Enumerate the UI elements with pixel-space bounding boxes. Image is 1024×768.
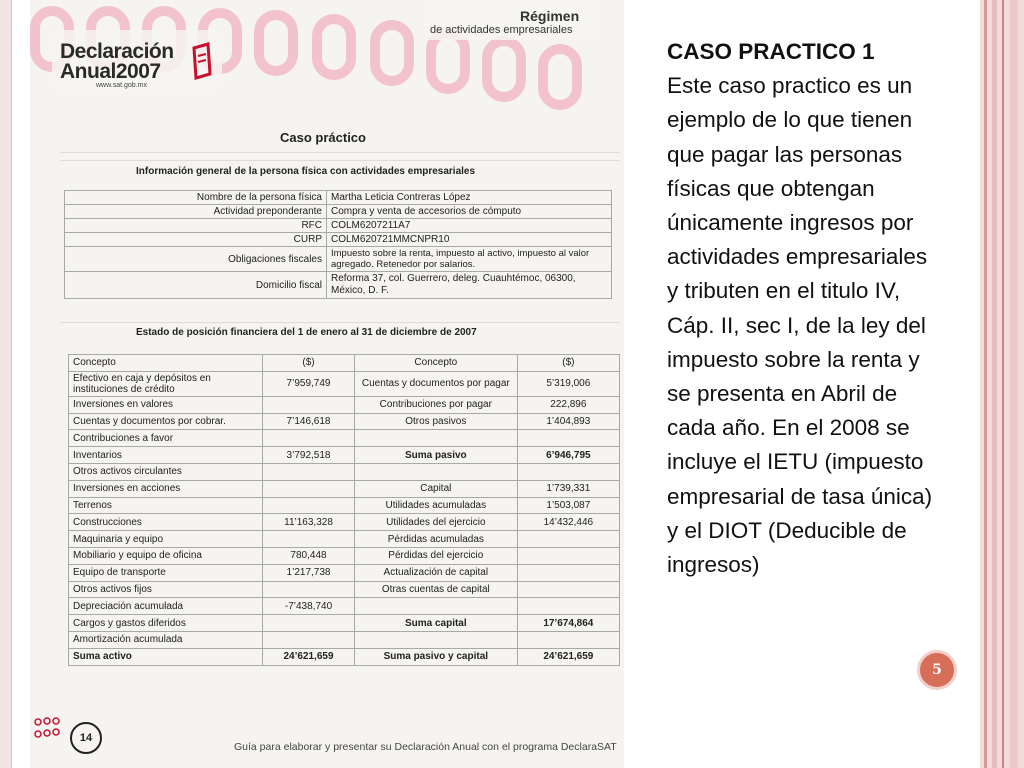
- cell: Pérdidas del ejercicio: [354, 547, 517, 564]
- table-row: [69, 413, 620, 430]
- info-label: Domicilio fiscal: [65, 272, 327, 299]
- cell: [263, 396, 355, 413]
- cell: [517, 531, 619, 548]
- slide-left-border: [0, 0, 12, 768]
- body-line: Cáp. II, sec I, de la ley del: [667, 312, 926, 338]
- table-row: [69, 514, 620, 531]
- cell: 6’946,795: [517, 447, 619, 464]
- cell: Cuentas y documentos por pagar: [354, 371, 517, 396]
- cell: [517, 598, 619, 615]
- cell: [354, 430, 517, 447]
- table-row: [69, 371, 620, 396]
- table-header-row: [69, 355, 620, 372]
- table-row: [69, 615, 620, 632]
- info-label: Actividad preponderante: [65, 205, 327, 219]
- caso-practico-title: Caso práctico: [280, 130, 366, 145]
- cell: 5’319,006: [517, 371, 619, 396]
- cell: Contribuciones por pagar: [354, 396, 517, 413]
- cell: -7’438,740: [263, 598, 355, 615]
- cell: 7’146,618: [263, 413, 355, 430]
- body-line: impuesto sobre la renta y: [667, 346, 920, 372]
- scan-page-number: 14: [70, 722, 102, 754]
- cell: [517, 463, 619, 480]
- slide-title: CASO PRACTICO 1: [667, 39, 875, 64]
- cell: 17’674,864: [517, 615, 619, 632]
- scanned-document-image: [30, 0, 624, 768]
- cell: Amortización acumulada: [69, 631, 263, 648]
- cell: 1’217,738: [263, 564, 355, 581]
- regimen-title: Régimen: [520, 8, 580, 24]
- cell: 24’621,659: [263, 648, 355, 665]
- bleed-through-line: [60, 152, 620, 153]
- info-value: Compra y venta de accesorios de cómputo: [327, 205, 612, 219]
- cell: [517, 564, 619, 581]
- table-row: [65, 205, 612, 219]
- cell: Cuentas y documentos por cobrar.: [69, 413, 263, 430]
- cell: Otros activos circulantes: [69, 463, 263, 480]
- table-row: [69, 447, 620, 464]
- body-line: que pagar las personas: [667, 141, 903, 167]
- body-line: empresarial de tasa única): [667, 483, 933, 509]
- info-value: COLM6207211A7: [327, 219, 612, 233]
- balance-heading: Estado de posición financiera del 1 de enero al 31 de diciembre de 2007: [136, 327, 477, 338]
- ring-decoration: [312, 14, 356, 80]
- cell: [263, 631, 355, 648]
- cell: Otros activos fijos: [69, 581, 263, 598]
- info-label: Obligaciones fiscales: [65, 247, 327, 272]
- body-line: únicamente ingresos por: [667, 210, 914, 236]
- table-row: [65, 247, 612, 272]
- cell: [263, 463, 355, 480]
- logo-line1: Declaración: [60, 40, 174, 63]
- ring-decoration: [538, 44, 582, 110]
- cell: Utilidades del ejercicio: [354, 514, 517, 531]
- cell: [263, 615, 355, 632]
- cell: Otras cuentas de capital: [354, 581, 517, 598]
- cell: [517, 581, 619, 598]
- cell: [354, 631, 517, 648]
- slide-number-badge: 5: [917, 650, 957, 690]
- cell: [517, 430, 619, 447]
- column-header: ($): [517, 355, 619, 372]
- table-row: [69, 497, 620, 514]
- cell: Inversiones en acciones: [69, 480, 263, 497]
- stripe: [992, 0, 997, 768]
- logo-line2: Anual2007: [60, 60, 161, 83]
- info-value: Martha Leticia Contreras López: [327, 191, 612, 205]
- cell: Utilidades acumuladas: [354, 497, 517, 514]
- cell: Maquinaria y equipo: [69, 531, 263, 548]
- table-row: [69, 581, 620, 598]
- cell: Depreciación acumulada: [69, 598, 263, 615]
- cell: 7’959,749: [263, 371, 355, 396]
- info-value: COLM620721MMCNPR10: [327, 233, 612, 247]
- column-header: ($): [263, 355, 355, 372]
- column-header: Concepto: [69, 355, 263, 372]
- cell: Inversiones en valores: [69, 396, 263, 413]
- stripe: [1002, 0, 1004, 768]
- cell: Suma pasivo: [354, 447, 517, 464]
- body-line: y tributen en el titulo IV,: [667, 278, 901, 304]
- bleed-through-line: [60, 322, 620, 323]
- cell: Equipo de transporte: [69, 564, 263, 581]
- table-row: [69, 598, 620, 615]
- slide-right-stripes: [980, 0, 1024, 768]
- cell: Suma capital: [354, 615, 517, 632]
- cell: [263, 581, 355, 598]
- table-row: [69, 547, 620, 564]
- cell: Suma activo: [69, 648, 263, 665]
- ring-decoration: [482, 36, 526, 102]
- body-line: actividades empresariales: [667, 244, 928, 270]
- document-pen-icon: [190, 40, 212, 80]
- cell: Actualización de capital: [354, 564, 517, 581]
- ring-decoration: [254, 10, 298, 76]
- slide-text-body: [667, 35, 957, 582]
- cell: [354, 598, 517, 615]
- table-row: [65, 191, 612, 205]
- cell: Contribuciones a favor: [69, 430, 263, 447]
- cell: Efectivo en caja y depósitos en instituciones de crédito: [69, 371, 263, 396]
- cell: 780,448: [263, 547, 355, 564]
- table-row: [65, 233, 612, 247]
- cell: [263, 531, 355, 548]
- bleed-through-line: [60, 160, 620, 161]
- cell: 1’503,087: [517, 497, 619, 514]
- cell: Pérdidas acumuladas: [354, 531, 517, 548]
- cell: [263, 497, 355, 514]
- stripe: [984, 0, 987, 768]
- info-heading: Información general de la persona física con actividades empresariales: [136, 166, 476, 177]
- body-line: ingresos): [667, 552, 760, 578]
- stripe: [1010, 0, 1018, 768]
- info-value: Impuesto sobre la renta, impuesto al activo, impuesto al valor agregado. Retenedor por salarios.: [327, 247, 612, 272]
- logo-url: www.sat.gob.mx: [96, 82, 147, 89]
- body-line: y el DIOT (Deducible de: [667, 517, 907, 543]
- table-row: [69, 648, 620, 665]
- table-row: [69, 430, 620, 447]
- info-label: RFC: [65, 219, 327, 233]
- cell: Mobiliario y equipo de oficina: [69, 547, 263, 564]
- table-row: [65, 219, 612, 233]
- table-row: [69, 631, 620, 648]
- cell: Construcciones: [69, 514, 263, 531]
- body-line: ejemplo de lo que tienen: [667, 107, 913, 133]
- table-row: [69, 463, 620, 480]
- info-value: Reforma 37, col. Guerrero, deleg. Cuauhtémoc, 06300, México, D. F.: [327, 272, 612, 299]
- regimen-subtitle: de actividades empresariales: [430, 24, 573, 36]
- cell: Cargos y gastos diferidos: [69, 615, 263, 632]
- column-header: Concepto: [354, 355, 517, 372]
- cell: [263, 430, 355, 447]
- body-line: incluye el IETU (impuesto: [667, 449, 924, 475]
- cell: 222,896: [517, 396, 619, 413]
- body-line: Este caso practico es un: [667, 73, 913, 99]
- table-row: [69, 396, 620, 413]
- cell: 1’404,893: [517, 413, 619, 430]
- cell: Otros pasivos: [354, 413, 517, 430]
- table-row: [69, 531, 620, 548]
- balance-table: [68, 354, 620, 666]
- cell: Capital: [354, 480, 517, 497]
- table-row: [69, 480, 620, 497]
- info-label: Nombre de la persona física: [65, 191, 327, 205]
- body-line: se presenta en Abril de: [667, 381, 898, 407]
- cell: [354, 463, 517, 480]
- table-row: [65, 272, 612, 299]
- table-row: [69, 564, 620, 581]
- cell: [517, 547, 619, 564]
- cell: Inventarios: [69, 447, 263, 464]
- cell: 24’621,659: [517, 648, 619, 665]
- scan-footer: Guía para elaborar y presentar su Declaración Anual con el programa DeclaraSAT: [234, 741, 617, 753]
- cell: 1’739,331: [517, 480, 619, 497]
- ring-decoration: [370, 20, 414, 86]
- info-table: [64, 190, 612, 299]
- cell: 14’432,446: [517, 514, 619, 531]
- info-label: CURP: [65, 233, 327, 247]
- cell: [517, 631, 619, 648]
- body-line: físicas que obtengan: [667, 175, 875, 201]
- cell: [263, 480, 355, 497]
- cell: 11’163,328: [263, 514, 355, 531]
- cell: Terrenos: [69, 497, 263, 514]
- body-line: cada año. En el 2008 se: [667, 415, 910, 441]
- cell: 3’792,518: [263, 447, 355, 464]
- cell: Suma pasivo y capital: [354, 648, 517, 665]
